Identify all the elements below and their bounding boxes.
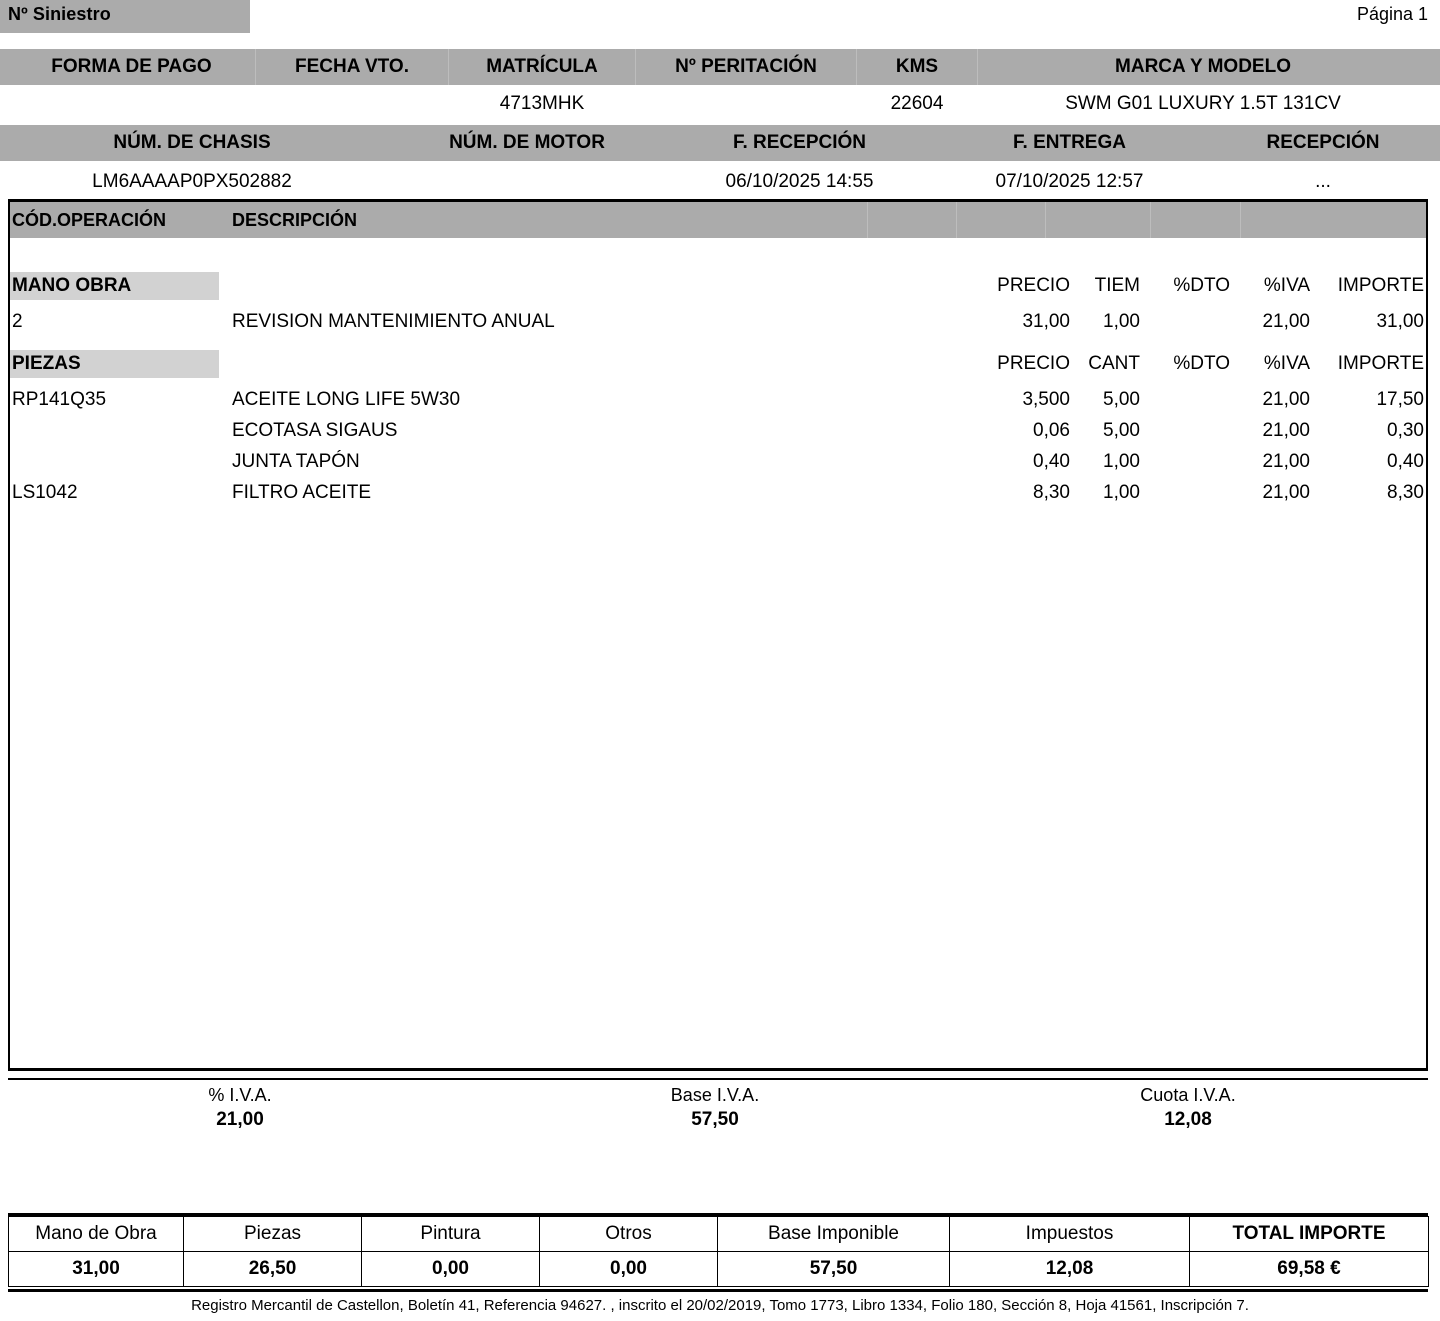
value-num-peritacion — [636, 88, 856, 120]
items-header-descripcion: DESCRIPCIÓN — [232, 210, 358, 230]
vehicle-data-row-1 — [0, 88, 1440, 120]
part-row-iva: 21,00 — [1262, 389, 1310, 410]
iva-cuota-label: Cuota I.V.A. — [1140, 1085, 1236, 1105]
part-row-importe: 0,30 — [1387, 420, 1424, 441]
header-matricula: MATRÍCULA — [486, 56, 598, 77]
vehicle-header-band-1 — [0, 49, 1440, 85]
page-number-label: Página 1 — [1356, 4, 1428, 24]
totals-header-otros: Otros — [540, 1217, 718, 1252]
header-num-peritacion: Nº PERITACIÓN — [675, 56, 817, 77]
group-chip-mano-obra — [10, 272, 219, 300]
part-row-precio: 0,40 — [1033, 451, 1070, 472]
items-head-divider-2 — [956, 202, 957, 238]
registry-footer-note: Registro Mercantil de Castellon, Boletín 41, Referencia 94627. , inscrito el 20/02/2019, Tomo 1773, Libro 1334, Folio 180, Sección 8, Hoja 41561, Inscripción 7. — [191, 1297, 1249, 1314]
iva-cuota-value: 12,08 — [1164, 1109, 1212, 1130]
part-row-descripcion: ECOTASA SIGAUS — [232, 420, 398, 441]
part-row-cantidad: 5,00 — [1103, 420, 1140, 441]
part-row-precio: 3,500 — [1022, 389, 1070, 410]
parts-col-cant: CANT — [1088, 353, 1140, 374]
iva-base-col — [625, 1083, 805, 1133]
iva-cuota-col — [1098, 1083, 1278, 1133]
labour-col-dto: %DTO — [1173, 275, 1230, 296]
iva-rule-second — [8, 1078, 1428, 1080]
totals-header-row — [9, 1217, 1429, 1252]
header-forma-de-pago: FORMA DE PAGO — [51, 56, 212, 77]
value-recepcion: ... — [1315, 171, 1331, 192]
totals-value-row — [9, 1252, 1429, 1287]
items-head-divider-5 — [1240, 202, 1241, 238]
totals-bottom-rule — [8, 1289, 1428, 1292]
totals-header-impuestos: Impuestos — [950, 1217, 1190, 1252]
totals-value-pintura: 0,00 — [362, 1252, 540, 1287]
vehicle-data-row-2 — [0, 166, 1440, 198]
part-row-dto — [1130, 477, 1230, 508]
items-box — [8, 199, 1428, 1069]
value-forma-de-pago — [8, 88, 255, 120]
table-row — [10, 384, 1426, 415]
value-kms: 22604 — [890, 93, 944, 114]
part-row-iva: 21,00 — [1262, 451, 1310, 472]
items-header-band — [10, 202, 1426, 238]
totals-value-otros: 0,00 — [540, 1252, 718, 1287]
totals-value-piezas: 26,50 — [184, 1252, 362, 1287]
table-row — [10, 477, 1426, 508]
part-row-importe: 0,40 — [1387, 451, 1424, 472]
part-row-codigo: RP141Q35 — [12, 389, 107, 410]
value-num-chasis: LM6AAAAP0PX502882 — [92, 171, 292, 192]
value-num-motor — [377, 166, 677, 198]
iva-pct-value: 21,00 — [216, 1109, 264, 1130]
part-row-importe: 17,50 — [1376, 389, 1424, 410]
value-f-recepcion: 06/10/2025 14:55 — [725, 171, 874, 192]
part-row-dto — [1130, 446, 1230, 477]
siniestro-label: Nº Siniestro — [8, 4, 111, 24]
part-row-precio: 0,06 — [1033, 420, 1070, 441]
part-row-cantidad: 1,00 — [1103, 482, 1140, 503]
totals-header-mano-de-obra: Mano de Obra — [9, 1217, 184, 1252]
part-row-iva: 21,00 — [1262, 482, 1310, 503]
part-row-dto — [1130, 384, 1230, 415]
value-matricula: 4713MHK — [499, 93, 585, 114]
group-chip-piezas — [10, 350, 219, 378]
items-head-divider-1 — [867, 202, 868, 238]
labour-row-tiempo: 1,00 — [1103, 311, 1140, 332]
header-marca-y-modelo: MARCA Y MODELO — [1115, 56, 1291, 77]
header-f-entrega: F. ENTREGA — [1013, 132, 1126, 153]
iva-base-label: Base I.V.A. — [670, 1085, 760, 1105]
labour-col-importe: IMPORTE — [1337, 275, 1424, 296]
iva-base-value: 57,50 — [691, 1109, 739, 1130]
table-row — [10, 306, 1426, 337]
parts-col-precio: PRECIO — [997, 353, 1070, 374]
totals-value-impuestos: 12,08 — [950, 1252, 1190, 1287]
totals-header-total-importe: TOTAL IMPORTE — [1190, 1217, 1429, 1252]
part-row-codigo — [12, 446, 222, 477]
header-kms: KMS — [895, 56, 939, 77]
part-row-precio: 8,30 — [1033, 482, 1070, 503]
part-row-importe: 8,30 — [1387, 482, 1424, 503]
part-row-dto — [1130, 415, 1230, 446]
parts-col-dto: %DTO — [1173, 353, 1230, 374]
totals-value-mano-de-obra: 31,00 — [9, 1252, 184, 1287]
labour-col-tiem: TIEM — [1094, 275, 1140, 296]
value-f-entrega: 07/10/2025 12:57 — [995, 171, 1144, 192]
totals-value-base-imponible: 57,50 — [718, 1252, 950, 1287]
totals-value-total-importe: 69,58 € — [1190, 1252, 1429, 1287]
labour-col-precio: PRECIO — [997, 275, 1070, 296]
value-fecha-vto — [256, 88, 448, 120]
part-row-codigo — [12, 415, 222, 446]
labour-row-codigo: 2 — [12, 311, 23, 332]
totals-header-base-imponible: Base Imponible — [718, 1217, 950, 1252]
table-row — [10, 446, 1426, 477]
labour-row-precio: 31,00 — [1022, 311, 1070, 332]
iva-pct-label: % I.V.A. — [208, 1085, 272, 1105]
part-row-codigo: LS1042 — [12, 482, 78, 503]
header-fecha-vto: FECHA VTO. — [294, 56, 409, 77]
labour-row-iva: 21,00 — [1262, 311, 1310, 332]
iva-pct-col — [150, 1083, 330, 1133]
group-label-piezas: PIEZAS — [12, 353, 81, 374]
group-label-mano-obra: MANO OBRA — [12, 275, 132, 296]
iva-summary — [0, 1083, 1440, 1143]
labour-row-importe: 31,00 — [1376, 311, 1424, 332]
part-row-cantidad: 5,00 — [1103, 389, 1140, 410]
items-header-cod-operacion: CÓD.OPERACIÓN — [12, 210, 167, 230]
items-head-divider-4 — [1150, 202, 1151, 238]
part-row-descripcion: JUNTA TAPÓN — [232, 451, 360, 472]
header-num-chasis: NÚM. DE CHASIS — [113, 132, 271, 153]
vehicle-header-band-2 — [0, 125, 1440, 161]
totals-table — [8, 1216, 1429, 1287]
part-row-descripcion: FILTRO ACEITE — [232, 482, 372, 503]
header-recepcion: RECEPCIÓN — [1266, 132, 1380, 153]
items-head-divider-3 — [1045, 202, 1046, 238]
totals-header-pintura: Pintura — [362, 1217, 540, 1252]
parts-col-iva: %IVA — [1263, 353, 1310, 374]
table-row — [10, 415, 1426, 446]
value-marca-y-modelo: SWM G01 LUXURY 1.5T 131CV — [1065, 93, 1341, 114]
labour-row-descripcion: REVISION MANTENIMIENTO ANUAL — [232, 311, 555, 332]
parts-col-importe: IMPORTE — [1337, 353, 1424, 374]
part-row-cantidad: 1,00 — [1103, 451, 1140, 472]
labour-row-dto — [1130, 306, 1230, 337]
header-num-motor: NÚM. DE MOTOR — [449, 132, 605, 153]
iva-rule-top — [8, 1068, 1428, 1071]
part-row-iva: 21,00 — [1262, 420, 1310, 441]
part-row-descripcion: ACEITE LONG LIFE 5W30 — [232, 389, 461, 410]
header-f-recepcion: F. RECEPCIÓN — [732, 132, 867, 153]
totals-header-piezas: Piezas — [184, 1217, 362, 1252]
labour-col-iva: %IVA — [1263, 275, 1310, 296]
